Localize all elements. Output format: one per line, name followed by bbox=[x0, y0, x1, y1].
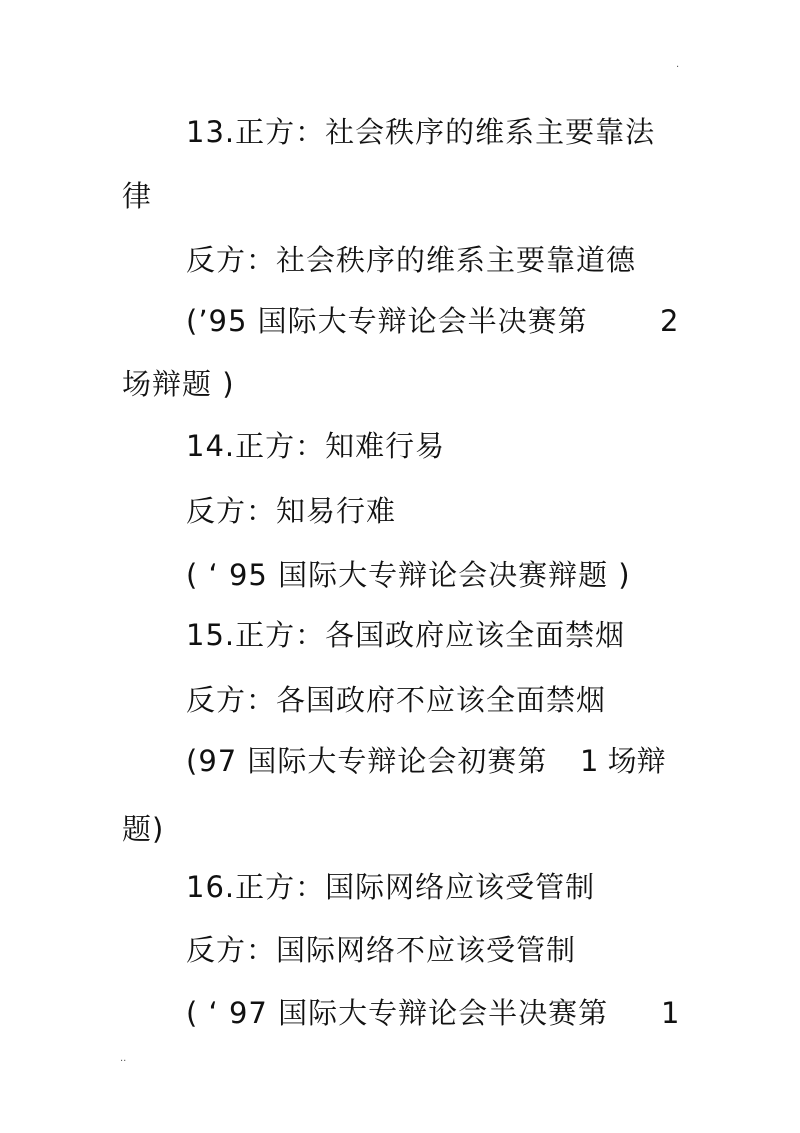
topic-13-negative: 反方：社会秩序的维系主要靠道德 bbox=[186, 243, 637, 277]
top-corner-mark: · bbox=[676, 62, 680, 73]
topic-14-affirmative: 14.正方：知难行易 bbox=[186, 429, 446, 463]
topic-15-source-wrap: 题) bbox=[122, 812, 165, 846]
topic-15-affirmative: 15.正方：各国政府应该全面禁烟 bbox=[186, 618, 626, 652]
topic-15-source: (97 国际大专辩论会初赛第 bbox=[186, 744, 548, 778]
topic-13-source-wrap: 场辩题 ) bbox=[122, 367, 235, 401]
topic-13-source-number: 2 bbox=[660, 304, 679, 338]
topic-15-source-tail: 1 场辩 bbox=[580, 744, 666, 778]
bottom-corner-mark: ·· bbox=[120, 1056, 127, 1067]
topic-13-source: (’95 国际大专辩论会半决赛第 bbox=[186, 304, 588, 338]
topic-16-affirmative: 16.正方：国际网络应该受管制 bbox=[186, 870, 596, 904]
topic-14-negative: 反方：知易行难 bbox=[186, 494, 397, 528]
topic-13-affirmative-wrap: 律 bbox=[122, 179, 153, 213]
topic-16-source: ( ‘ 97 国际大专辩论会半决赛第 bbox=[186, 996, 609, 1030]
topic-14-source: ( ‘ 95 国际大专辩论会决赛辩题 ) bbox=[186, 558, 631, 592]
topic-15-negative: 反方：各国政府不应该全面禁烟 bbox=[186, 683, 607, 717]
topic-16-source-number: 1 bbox=[661, 996, 680, 1030]
topic-13-affirmative: 13.正方：社会秩序的维系主要靠法 bbox=[186, 115, 656, 149]
topic-16-negative: 反方：国际网络不应该受管制 bbox=[186, 933, 577, 967]
